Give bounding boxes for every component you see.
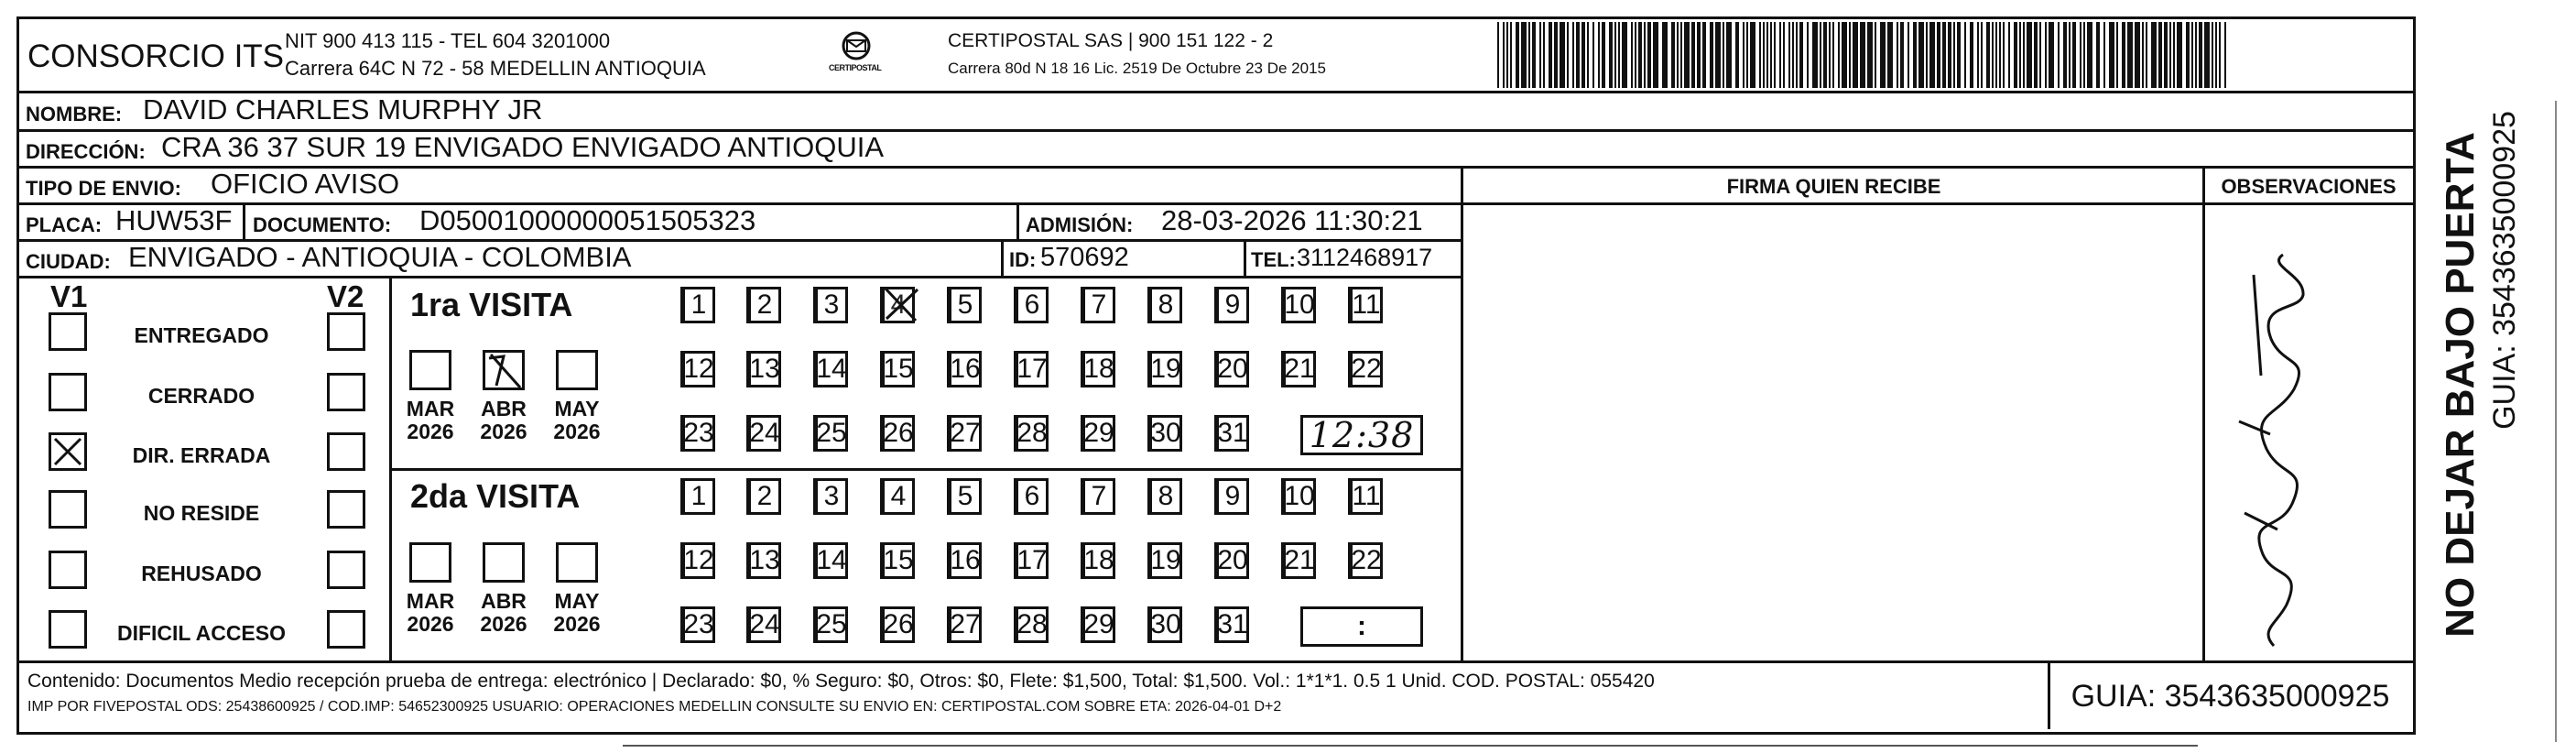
day-box[interactable]: 27 bbox=[947, 606, 982, 643]
company-name: CONSORCIO ITS bbox=[27, 38, 285, 74]
status-v2-checkbox[interactable] bbox=[327, 490, 365, 529]
tel-divider bbox=[1244, 239, 1246, 276]
time-box[interactable] bbox=[1300, 415, 1423, 455]
day-box[interactable]: 7 bbox=[1081, 287, 1115, 323]
status-v1-checkbox[interactable] bbox=[49, 490, 87, 529]
day-box[interactable]: 25 bbox=[813, 606, 848, 643]
day-box[interactable]: 2 bbox=[746, 287, 781, 323]
day-box[interactable]: 26 bbox=[880, 606, 915, 643]
day-box[interactable]: 17 bbox=[1014, 351, 1049, 387]
tel-value: 3112468917 bbox=[1297, 244, 1433, 271]
firma-left-divider bbox=[1461, 166, 1463, 660]
day-box[interactable]: 5 bbox=[947, 478, 982, 515]
id-label: ID: bbox=[1009, 248, 1037, 271]
day-box[interactable]: 1 bbox=[680, 478, 715, 515]
documento-label: DOCUMENTO: bbox=[253, 213, 392, 236]
day-box[interactable]: 28 bbox=[1014, 415, 1049, 452]
day-box[interactable]: 11 bbox=[1348, 478, 1383, 515]
day-box[interactable]: 13 bbox=[746, 351, 781, 387]
day-box[interactable]: 26 bbox=[880, 415, 915, 452]
tipo-envio-label: TIPO DE ENVIO: bbox=[26, 177, 181, 200]
admision-value: 28-03-2026 11:30:21 bbox=[1161, 204, 1423, 236]
v1-header: V1 bbox=[50, 279, 88, 313]
day-box[interactable]: 4 bbox=[880, 478, 915, 515]
month-label: MAY 2026 bbox=[553, 589, 601, 637]
documento-value: D05001000000051505323 bbox=[419, 204, 756, 236]
placa-divider bbox=[243, 202, 245, 239]
day-box[interactable]: 18 bbox=[1081, 351, 1115, 387]
time-value: : bbox=[1357, 611, 1366, 641]
time-box[interactable] bbox=[1300, 606, 1423, 647]
day-box[interactable]: 21 bbox=[1281, 351, 1316, 387]
carrier-name-line: CERTIPOSTAL SAS | 900 151 122 - 2 bbox=[948, 30, 1274, 51]
row-divider bbox=[16, 276, 1463, 278]
status-label: ENTREGADO bbox=[134, 323, 269, 347]
status-v2-checkbox[interactable] bbox=[327, 432, 365, 471]
placa-value: HUW53F bbox=[115, 204, 233, 236]
status-v1-checkbox[interactable] bbox=[49, 312, 87, 351]
day-box[interactable]: 25 bbox=[813, 415, 848, 452]
day-box[interactable]: 5 bbox=[947, 287, 982, 323]
status-v2-checkbox[interactable] bbox=[327, 373, 365, 411]
sidebar-guia: GUIA: 3543635000925 bbox=[2487, 111, 2522, 430]
day-box[interactable]: 23 bbox=[680, 606, 715, 643]
day-box[interactable]: 20 bbox=[1214, 351, 1249, 387]
status-v2-checkbox[interactable] bbox=[327, 551, 365, 589]
v2-header: V2 bbox=[327, 279, 364, 313]
day-box[interactable]: 18 bbox=[1081, 542, 1115, 579]
time-value: 12:38 bbox=[1309, 415, 1415, 455]
scan-edge-line bbox=[623, 745, 2198, 747]
status-label: CERRADO bbox=[147, 384, 255, 408]
day-box[interactable]: 13 bbox=[746, 542, 781, 579]
day-box[interactable]: 4 bbox=[880, 287, 915, 323]
company-address-line: Carrera 64C N 72 - 58 MEDELLIN ANTIOQUIA bbox=[285, 57, 706, 80]
day-box[interactable]: 27 bbox=[947, 415, 982, 452]
day-box[interactable]: 1 bbox=[680, 287, 715, 323]
barcode bbox=[1497, 22, 2230, 88]
day-box[interactable]: 29 bbox=[1081, 415, 1115, 452]
ciudad-value: ENVIGADO - ANTIOQUIA - COLOMBIA bbox=[128, 241, 632, 273]
month-label: ABR 2026 bbox=[480, 589, 527, 637]
day-box[interactable]: 9 bbox=[1214, 287, 1249, 323]
day-box[interactable]: 23 bbox=[680, 415, 715, 452]
firma-header: FIRMA QUIEN RECIBE bbox=[1726, 175, 1941, 198]
handwritten-signature bbox=[2202, 238, 2321, 660]
admision-divider bbox=[1016, 202, 1019, 239]
status-v1-checkbox[interactable] bbox=[49, 373, 87, 411]
footer-imp-line: IMP POR FIVEPOSTAL ODS: 25438600925 / COD.IMP: 54652300925 USUARIO: OPERACIONES MEDELLIN CONSULTE SU ENVIO EN: CERTIPOSTAL.COM SOBRE ETA: 2026-04-01 D+2 bbox=[27, 699, 1282, 715]
visit2-title: 2da VISITA bbox=[410, 477, 581, 515]
day-box[interactable]: 14 bbox=[813, 351, 848, 387]
month-label: MAR 2026 bbox=[406, 397, 455, 444]
day-box[interactable]: 22 bbox=[1348, 351, 1383, 387]
status-v1-checkbox[interactable] bbox=[49, 432, 87, 471]
direccion-value: CRA 36 37 SUR 19 ENVIGADO ENVIGADO ANTIOQUIA bbox=[161, 131, 885, 163]
day-box[interactable]: 6 bbox=[1014, 287, 1049, 323]
footer-divider bbox=[16, 660, 2413, 663]
status-v2-checkbox[interactable] bbox=[327, 312, 365, 351]
day-box[interactable]: 19 bbox=[1147, 542, 1182, 579]
ciudad-label: CIUDAD: bbox=[26, 250, 111, 273]
status-v2-checkbox[interactable] bbox=[327, 610, 365, 649]
month-label: MAY 2026 bbox=[553, 397, 601, 444]
carrier-address-line: Carrera 80d N 18 16 Lic. 2519 De Octubre 23 De 2015 bbox=[948, 60, 1326, 77]
day-box[interactable]: 20 bbox=[1214, 542, 1249, 579]
month-label: ABR 2026 bbox=[480, 397, 527, 444]
visit1-title: 1ra VISITA bbox=[410, 286, 573, 323]
day-box[interactable]: 12 bbox=[680, 542, 715, 579]
day-box[interactable]: 12 bbox=[680, 351, 715, 387]
day-box[interactable]: 17 bbox=[1014, 542, 1049, 579]
day-box[interactable]: 10 bbox=[1281, 287, 1316, 323]
tipo-envio-value: OFICIO AVISO bbox=[211, 168, 400, 200]
day-box[interactable]: 14 bbox=[813, 542, 848, 579]
logo-caption: CERTIPOSTAL bbox=[829, 63, 882, 72]
company-nit-line: NIT 900 413 115 - TEL 604 3201000 bbox=[285, 29, 611, 52]
day-box[interactable]: 10 bbox=[1281, 478, 1316, 515]
id-value: 570692 bbox=[1040, 243, 1129, 272]
day-box[interactable]: 2 bbox=[746, 478, 781, 515]
visit-divider bbox=[389, 468, 1461, 471]
day-box[interactable]: 29 bbox=[1081, 606, 1115, 643]
certipostal-logo bbox=[829, 26, 884, 81]
nombre-label: NOMBRE: bbox=[26, 103, 123, 126]
admision-label: ADMISIÓN: bbox=[1026, 213, 1134, 236]
day-box[interactable]: 31 bbox=[1214, 415, 1249, 452]
month-checkbox[interactable] bbox=[556, 350, 598, 390]
day-box[interactable]: 16 bbox=[947, 542, 982, 579]
month-checkbox[interactable] bbox=[409, 350, 451, 390]
status-label: DIR. ERRADA bbox=[132, 443, 271, 467]
month-checkbox[interactable] bbox=[483, 542, 525, 583]
day-box[interactable]: 21 bbox=[1281, 542, 1316, 579]
day-box[interactable]: 11 bbox=[1348, 287, 1383, 323]
day-box[interactable]: 15 bbox=[880, 542, 915, 579]
footer-guia: GUIA: 3543635000925 bbox=[2071, 679, 2390, 714]
day-box[interactable]: 31 bbox=[1214, 606, 1249, 643]
day-box[interactable]: 19 bbox=[1147, 351, 1182, 387]
day-box[interactable]: 24 bbox=[746, 415, 781, 452]
day-box[interactable]: 28 bbox=[1014, 606, 1049, 643]
footer-content-line: Contenido: Documentos Medio recepción prueba de entrega: electrónico | Declarado: $0, % Seguro: $0, Otros: $0, Flete: $1,500, Total: $1,500. Vol.: 1*1*1. 0.5 1 Unid. COD. POSTAL: 055420 bbox=[27, 671, 1655, 692]
day-box[interactable]: 16 bbox=[947, 351, 982, 387]
month-checkbox[interactable] bbox=[556, 542, 598, 583]
scan-edge-line bbox=[2555, 101, 2557, 742]
status-v1-checkbox[interactable] bbox=[49, 610, 87, 649]
day-box[interactable]: 22 bbox=[1348, 542, 1383, 579]
day-box[interactable]: 24 bbox=[746, 606, 781, 643]
tel-label: TEL: bbox=[1251, 248, 1296, 271]
direccion-label: DIRECCIÓN: bbox=[26, 140, 146, 163]
status-label: DIFICIL ACCESO bbox=[116, 621, 286, 645]
status-label: REHUSADO bbox=[141, 562, 262, 585]
placa-label: PLACA: bbox=[26, 213, 103, 236]
day-box[interactable]: 3 bbox=[813, 478, 848, 515]
status-v1-checkbox[interactable] bbox=[49, 551, 87, 589]
day-box[interactable]: 9 bbox=[1214, 478, 1249, 515]
month-checkbox[interactable] bbox=[483, 350, 525, 390]
no-dejar-bajo-puerta-warning: NO DEJAR BAJO PUERTA bbox=[2438, 132, 2483, 638]
day-box[interactable]: 6 bbox=[1014, 478, 1049, 515]
nombre-value: DAVID CHARLES MURPHY JR bbox=[143, 93, 543, 126]
observaciones-header: OBSERVACIONES bbox=[2221, 175, 2397, 198]
day-box[interactable]: 3 bbox=[813, 287, 848, 323]
day-box[interactable]: 30 bbox=[1147, 415, 1182, 452]
status-label: NO RESIDE bbox=[143, 501, 260, 525]
month-label: MAR 2026 bbox=[406, 589, 455, 637]
day-box[interactable]: 8 bbox=[1147, 478, 1182, 515]
envelope-icon bbox=[829, 26, 884, 81]
day-box[interactable]: 8 bbox=[1147, 287, 1182, 323]
id-divider bbox=[1001, 239, 1004, 276]
day-box[interactable]: 30 bbox=[1147, 606, 1182, 643]
month-checkbox[interactable] bbox=[409, 542, 451, 583]
day-box[interactable]: 15 bbox=[880, 351, 915, 387]
day-box[interactable]: 7 bbox=[1081, 478, 1115, 515]
